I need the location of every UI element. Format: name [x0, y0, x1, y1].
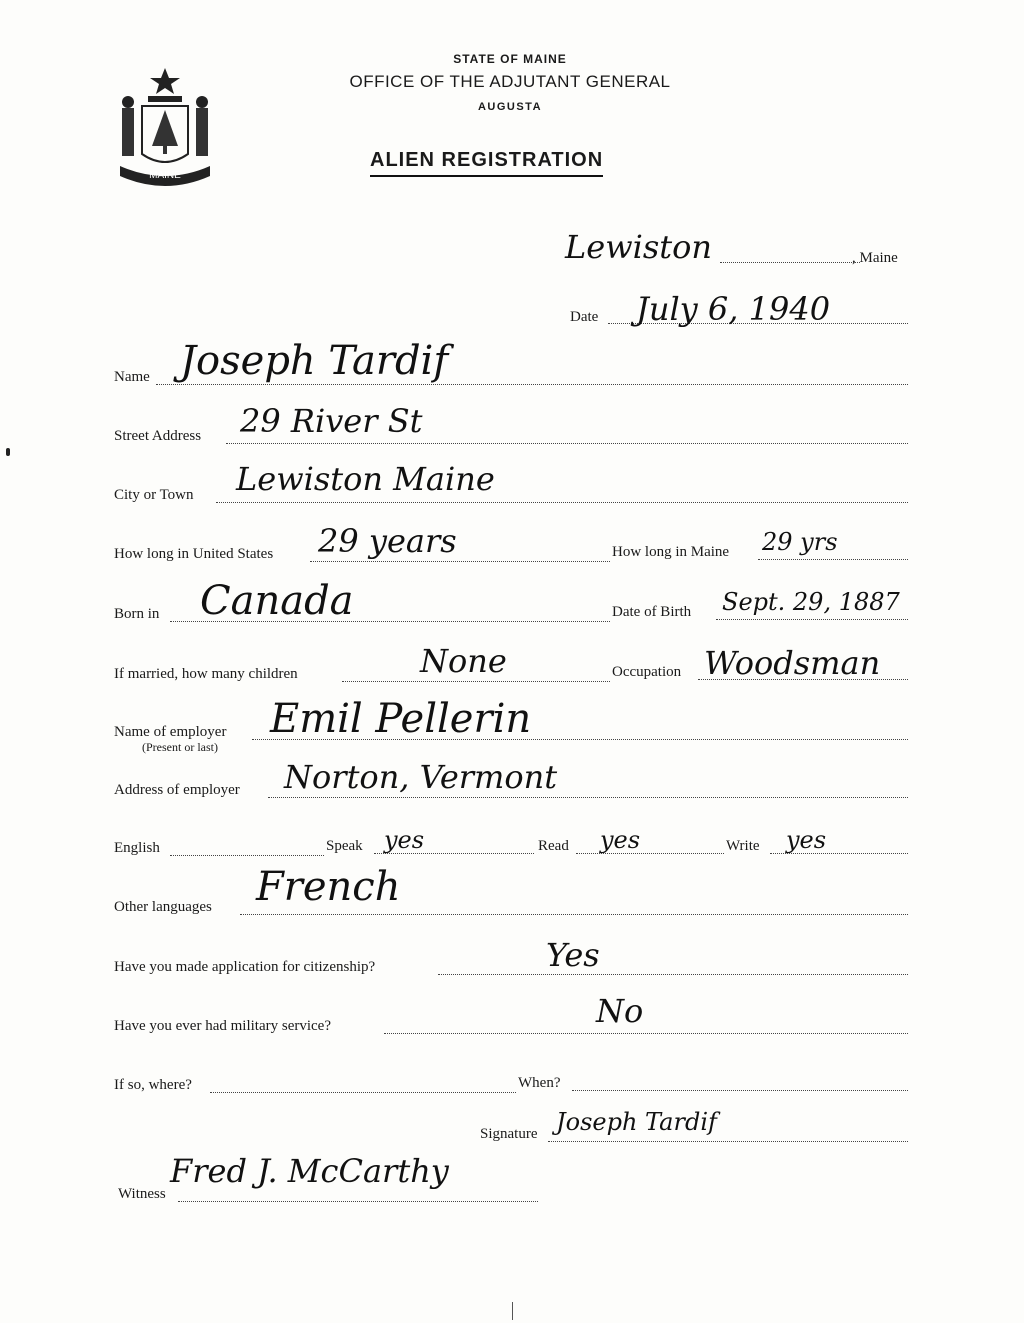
military-entry: No	[596, 992, 644, 1030]
form-title: ALIEN REGISTRATION	[370, 149, 603, 177]
other-languages-entry: French	[256, 864, 401, 910]
signature-label: Signature	[480, 1126, 538, 1142]
english-line	[170, 855, 324, 856]
town-entry: Lewiston	[565, 228, 712, 266]
town-line	[720, 262, 860, 263]
name-line	[156, 384, 908, 385]
state-heading: STATE OF MAINE	[453, 52, 567, 66]
how-long-maine-label: How long in Maine	[612, 544, 730, 560]
witness-line	[178, 1201, 538, 1202]
maine-label: , Maine	[852, 250, 898, 266]
citizenship-label: Have you made application for citizenship?	[114, 959, 376, 975]
children-entry: None	[420, 642, 507, 680]
city-town-label: City or Town	[114, 487, 194, 503]
city-town-line	[216, 502, 908, 503]
where-line	[210, 1092, 516, 1093]
street-label: Street Address	[114, 428, 202, 444]
city-town-entry: Lewiston Maine	[236, 460, 495, 498]
english-label: English	[114, 840, 160, 856]
occupation-entry: Woodsman	[704, 644, 881, 682]
read-line	[576, 853, 724, 854]
speak-label: Speak	[326, 838, 363, 854]
other-languages-line	[240, 914, 908, 915]
when-line	[572, 1090, 908, 1091]
date-entry: July 6, 1940	[636, 290, 831, 328]
dob-entry: Sept. 29, 1887	[722, 588, 900, 616]
how-long-maine-entry: 29 yrs	[762, 528, 838, 556]
date-label: Date	[570, 309, 599, 325]
how-long-us-entry: 29 years	[318, 522, 457, 560]
write-label: Write	[726, 838, 760, 854]
how-long-us-label: How long in United States	[114, 546, 274, 562]
name-entry: Joseph Tardif	[180, 338, 449, 384]
citizenship-line	[438, 974, 908, 975]
where-label: If so, where?	[114, 1077, 192, 1093]
children-line	[342, 681, 610, 682]
maine-state-seal-icon	[110, 62, 220, 187]
employer-address-entry: Norton, Vermont	[284, 758, 558, 796]
street-line	[226, 443, 908, 444]
employer-entry: Emil Pellerin	[270, 696, 532, 742]
dob-label: Date of Birth	[612, 604, 692, 620]
name-label: Name	[114, 369, 150, 385]
signature-line	[548, 1141, 908, 1142]
dob-line	[716, 619, 908, 620]
when-label: When?	[518, 1075, 561, 1091]
other-languages-label: Other languages	[114, 899, 212, 915]
signature-entry: Joseph Tardif	[556, 1108, 717, 1136]
children-label: If married, how many children	[114, 666, 298, 682]
write-entry: yes	[786, 826, 827, 854]
read-label: Read	[538, 838, 569, 854]
svg-text:MAINE: MAINE	[149, 170, 181, 181]
military-label: Have you ever had military service?	[114, 1018, 331, 1034]
read-entry: yes	[600, 826, 641, 854]
employer-address-label: Address of employer	[114, 782, 240, 798]
office-heading: OFFICE OF THE ADJUTANT GENERAL	[349, 72, 671, 91]
military-line	[384, 1033, 908, 1034]
employer-sublabel: (Present or last)	[142, 740, 218, 754]
street-entry: 29 River St	[240, 402, 423, 440]
born-in-entry: Canada	[200, 578, 354, 624]
speak-entry: yes	[384, 826, 425, 854]
born-in-label: Born in	[114, 606, 160, 622]
employer-label: Name of employer	[114, 724, 227, 740]
witness-label: Witness	[118, 1186, 166, 1202]
how-long-us-line	[310, 561, 610, 562]
citizenship-entry: Yes	[546, 936, 600, 974]
bottom-tick-mark	[512, 1302, 513, 1320]
city-heading: AUGUSTA	[477, 101, 543, 113]
employer-address-line	[268, 797, 908, 798]
occupation-label: Occupation	[612, 664, 682, 680]
how-long-maine-line	[758, 559, 908, 560]
margin-mark	[6, 448, 10, 456]
witness-entry: Fred J. McCarthy	[170, 1152, 449, 1190]
